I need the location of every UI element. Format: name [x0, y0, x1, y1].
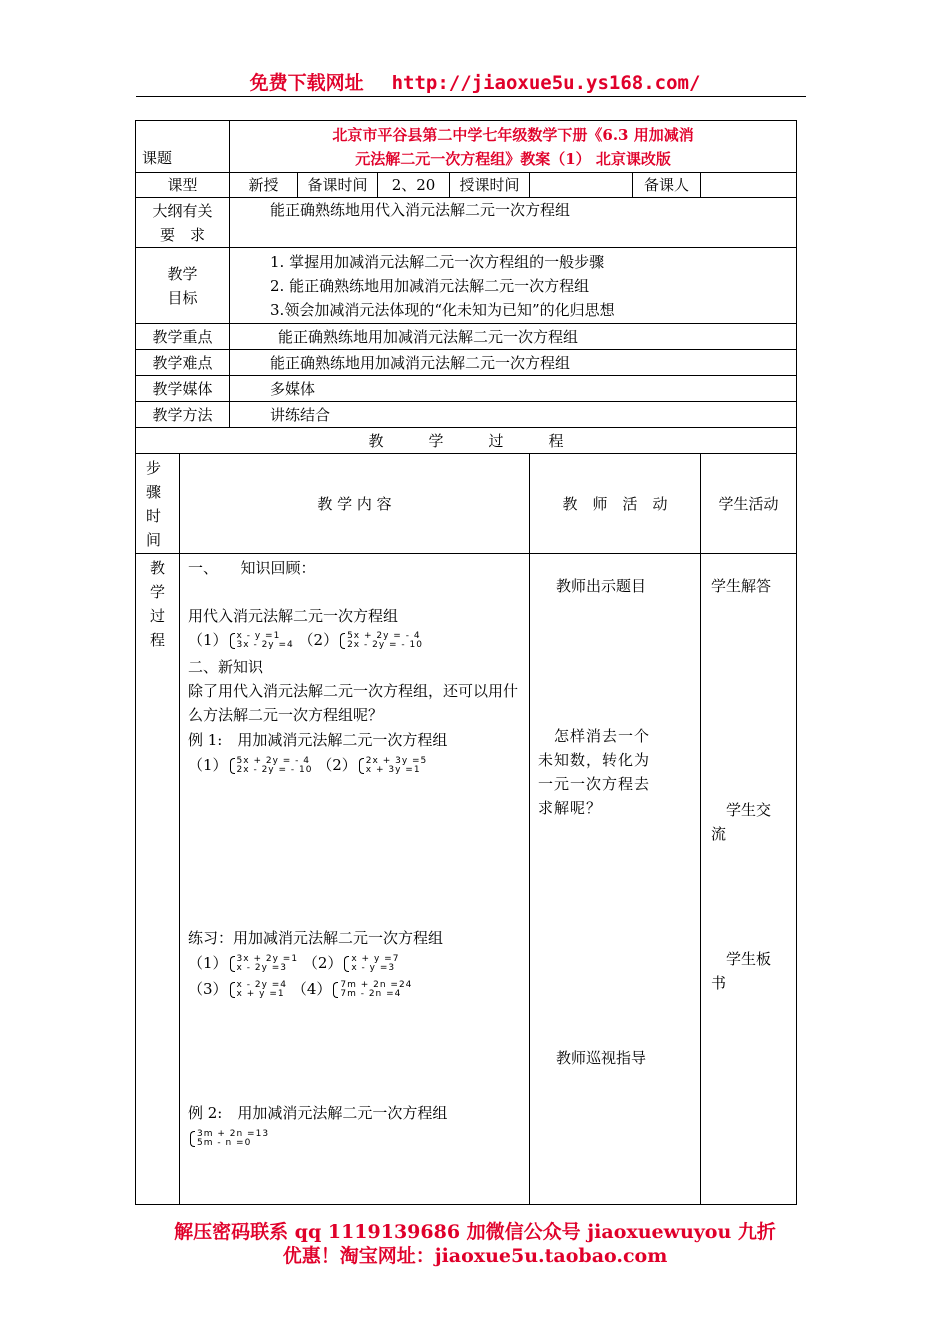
equation: 7m - 2n =4: [340, 989, 402, 999]
equation-system: [333, 981, 412, 999]
header-divider: [136, 96, 806, 97]
review-heading: 一、 知识回顾：: [188, 559, 316, 577]
student-line: 学生交: [711, 801, 772, 819]
syllabus-value: 能正确熟练地用代入消元法解二元一次方程组: [230, 198, 797, 248]
system-label: （2）: [317, 756, 357, 774]
type-row: [136, 173, 797, 198]
syllabus-label-1: 大纲有关: [152, 201, 213, 220]
col-step-char: 步: [146, 458, 162, 477]
page-footer: [0, 1220, 950, 1268]
prep-time-label: 备课时间: [298, 173, 378, 198]
equation: 7m + 2n =24: [340, 980, 413, 990]
syllabus-label: [136, 198, 230, 248]
header-label: 免费下载网址: [249, 72, 364, 94]
preparer-label: 备课人: [633, 173, 701, 198]
media-row: [136, 376, 797, 402]
system-label: （4）: [291, 980, 332, 998]
col-step-char: 间: [146, 530, 162, 549]
equation: x + y =7: [351, 954, 400, 964]
practice-systems-row2: [188, 977, 412, 1001]
example-1-systems: [188, 753, 427, 777]
goals-label: [136, 248, 230, 324]
step-char: 教: [150, 559, 166, 577]
process-title: 教 学 过 程: [136, 428, 797, 454]
prep-time-value: 2、20: [378, 173, 450, 198]
content-cell: [180, 554, 530, 1205]
teach-time-label: 授课时间: [450, 173, 530, 198]
equation: 5m - n =0: [197, 1138, 252, 1148]
system-label: （3）: [188, 980, 228, 998]
system-label: （2）: [302, 954, 343, 972]
lesson-title-line1: 北京市平谷县第二中学七年级数学下册《6.3 用加减消: [332, 125, 694, 144]
example-2-system: [188, 1126, 269, 1150]
student-activity-3: [711, 947, 771, 995]
teacher-activity-cell: [530, 554, 701, 1205]
teacher-line: 怎样消去一个: [538, 727, 651, 745]
practice-systems-row1: [188, 951, 399, 975]
system-label: （1）: [188, 631, 228, 649]
new-question-2: 么方法解二元一次方程组呢？: [188, 706, 384, 724]
student-activity-1: 学生解答: [711, 577, 772, 595]
difficulty-label: 教学难点: [136, 350, 230, 376]
student-activity-2: [711, 798, 771, 846]
title-row: [136, 121, 797, 173]
equation: 5x + 2y = - 4: [347, 631, 421, 641]
equation-system: [230, 757, 313, 775]
step-char: 学: [150, 583, 166, 601]
equation: x + y =1: [236, 989, 285, 999]
student-line: 书: [711, 974, 727, 992]
equation-system: [190, 1130, 269, 1148]
teacher-activity-2: [538, 724, 668, 820]
step-char: 程: [150, 631, 166, 649]
equation-system: [230, 955, 299, 973]
footer-line1: 解压密码联系 qq 1119139686 加微信公众号 jiaoxuewuyou 九折: [174, 1221, 776, 1243]
key-value: 能正确熟练地用加减消元法解二元一次方程组: [230, 324, 797, 350]
teach-time-value: [530, 173, 633, 198]
goal-item: 3.领会加减消元法体现的“化未知为已知”的化归思想: [270, 300, 615, 319]
process-header-row: [136, 454, 797, 554]
practice-heading: 练习：用加减消元法解二元一次方程组: [188, 929, 444, 947]
type-value: 新授: [230, 173, 298, 198]
key-label: 教学重点: [136, 324, 230, 350]
method-value: 讲练结合: [230, 402, 797, 428]
col-content-header: 教 学 内 容: [180, 454, 530, 554]
teacher-activity-1: 教师出示题目: [556, 577, 647, 595]
lesson-title-line2: 元法解二元一次方程组》教案（1） 北京课改版: [355, 149, 671, 168]
difficulty-value: 能正确熟练地用加减消元法解二元一次方程组: [230, 350, 797, 376]
preparer-value: [701, 173, 797, 198]
step-label: [136, 554, 180, 1205]
method-label: 教学方法: [136, 402, 230, 428]
syllabus-row: [136, 198, 797, 248]
equation: 3m + 2n =13: [197, 1129, 270, 1139]
equation: 2x + 3y =5: [365, 756, 428, 766]
method-row: [136, 402, 797, 428]
equation: x - 2y =3: [236, 963, 288, 973]
equation: x - y =3: [351, 963, 396, 973]
media-value: 多媒体: [230, 376, 797, 402]
teacher-line: 未知数，转化为: [538, 751, 651, 769]
goals-list: [230, 248, 797, 324]
student-line: 学生板: [711, 950, 772, 968]
system-label: （2）: [298, 631, 339, 649]
syllabus-label-2: 要 求: [160, 225, 206, 244]
col-teacher-header: 教 师 活 动: [530, 454, 701, 554]
footer-line2[interactable]: 优惠！淘宝网址：jiaoxue5u.taobao.com: [282, 1245, 668, 1267]
system-label: （1）: [188, 954, 228, 972]
equation-system: [230, 981, 287, 999]
goals-label-1: 教学: [167, 264, 198, 283]
goal-item: 1. 掌握用加减消元法解二元一次方程组的一般步骤: [270, 252, 605, 271]
step-char: 过: [150, 607, 166, 625]
difficulty-row: [136, 350, 797, 376]
title-label: 课题: [136, 121, 230, 173]
process-title-row: [136, 428, 797, 454]
equation: x - y =1: [236, 631, 281, 641]
col-student-header: 学生活动: [701, 454, 797, 554]
student-activity-cell: [701, 554, 797, 1205]
example-1: 例 1: 用加减消元法解二元一次方程组: [188, 731, 448, 749]
col-step-header: [136, 454, 180, 554]
col-step-char: 时: [146, 506, 162, 525]
goals-label-2: 目标: [167, 288, 198, 307]
review-systems: [188, 628, 423, 652]
type-label: 课型: [136, 173, 230, 198]
equation: x - 2y =4: [236, 980, 288, 990]
lesson-plan-table: [135, 120, 797, 1205]
new-heading: 二、新知识: [188, 658, 264, 676]
new-question-1: 除了用代入消元法解二元一次方程组，还可以用什: [188, 682, 519, 700]
page-header: [0, 68, 950, 95]
student-line: 流: [711, 825, 727, 843]
equation-system: [230, 632, 294, 650]
equation: 3x - 2y =4: [236, 640, 294, 650]
teacher-activity-3: 教师巡视指导: [556, 1049, 647, 1067]
equation: 2x - 2y = - 10: [236, 765, 313, 775]
lesson-title: [230, 121, 797, 173]
equation: x + 3y =1: [365, 765, 421, 775]
goals-row: [136, 248, 797, 324]
goal-item: 2. 能正确熟练地用加减消元法解二元一次方程组: [270, 276, 590, 295]
equation-system: [359, 757, 428, 775]
header-url-link[interactable]: http://jiaoxue5u.ys168.com/: [391, 72, 701, 94]
equation: 5x + 2y = - 4: [236, 756, 311, 766]
media-label: 教学媒体: [136, 376, 230, 402]
review-task: 用代入消元法解二元一次方程组: [188, 607, 399, 625]
key-row: [136, 324, 797, 350]
process-body-row: [136, 554, 797, 1205]
equation-system: [344, 955, 399, 973]
equation-system: [340, 632, 423, 650]
equation: 3x + 2y =1: [236, 954, 299, 964]
equation: 2x - 2y = - 10: [347, 640, 423, 650]
col-step-char: 骤: [146, 482, 162, 501]
example-2: 例 2: 用加减消元法解二元一次方程组: [188, 1104, 448, 1122]
teacher-line: 求解呢？: [538, 799, 603, 817]
teacher-line: 一元一次方程去: [538, 775, 651, 793]
system-label: （1）: [188, 756, 228, 774]
